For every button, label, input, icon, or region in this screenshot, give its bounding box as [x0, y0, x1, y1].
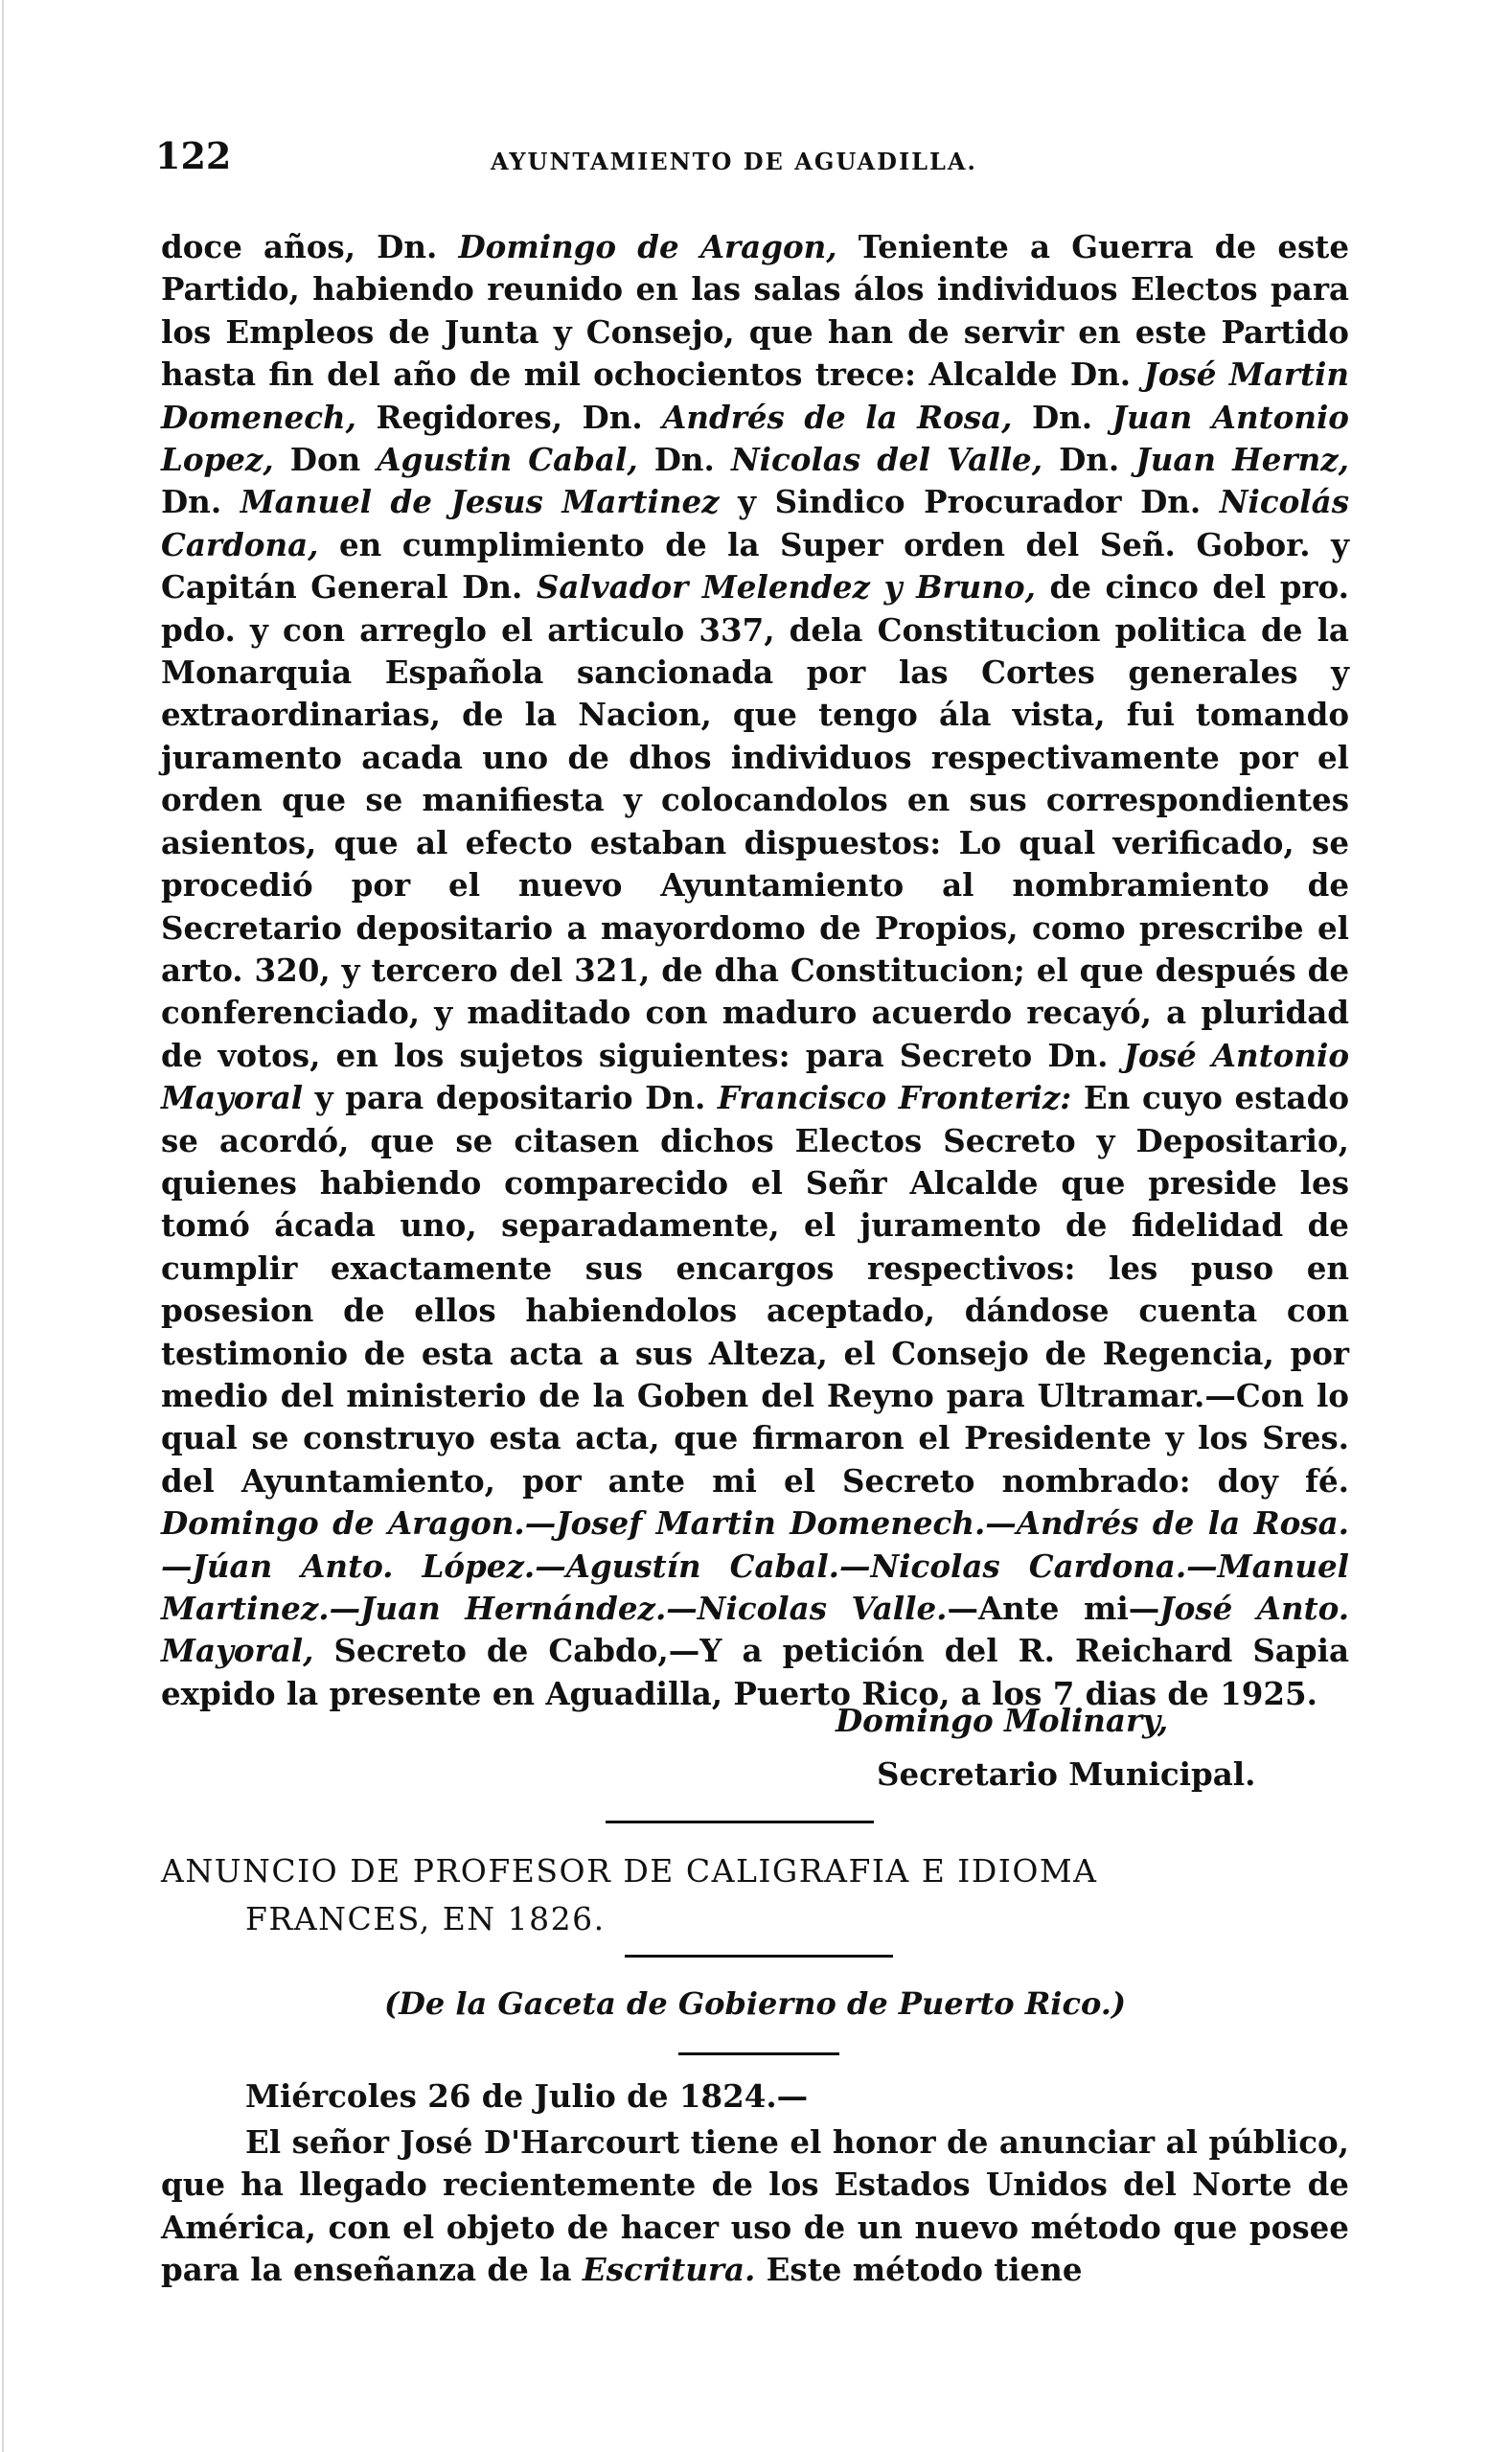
italic-text-run: Salvador Melendez y Bruno,	[536, 568, 1036, 607]
italic-text-run: Domingo de Aragon.—Josef Martin Domenech.—Andrés de la Rosa.—Júan Anto. López.—Agustín Cabal.—Nicolas Cardona.—Manuel Martinez.—Juan Hernández.—Nicolas Valle.	[161, 1504, 1349, 1627]
page-number: 122	[155, 134, 232, 177]
italic-text-run: Andrés de la Rosa,	[662, 398, 1013, 436]
italic-text-run: Juan Antonio Lopez,	[161, 398, 1349, 479]
text-run: Dn.	[161, 483, 241, 521]
text-run: doce años, Dn.	[161, 228, 459, 265]
divider-rule	[678, 2052, 839, 2055]
notice-source: (De la Gaceta de Gobierno de Puerto Rico.)	[383, 1985, 1126, 2022]
main-text	[161, 226, 1349, 1715]
divider-rule	[606, 1821, 874, 1823]
italic-text-run: Nicolas del Valle,	[730, 441, 1043, 479]
text-run: Dn.	[1012, 398, 1112, 436]
text-run: en cumplimiento de la Super orden del Señ. Gobor. y Capitán General Dn.	[161, 525, 1349, 607]
text-run: Regidores, Dn.	[355, 398, 663, 436]
running-head: AYUNTAMIENTO DE AGUADILLA.	[491, 148, 977, 175]
text-run: Dn.	[1042, 441, 1136, 479]
italic-text-run: José Martin Domenech,	[161, 355, 1349, 436]
italic-text-run: José Antonio Mayoral	[161, 1036, 1349, 1117]
italic-text-run: Nicolás Cardona,	[161, 483, 1349, 563]
notice-title-line-2: FRANCES, EN 1826.	[245, 1900, 606, 1937]
notice-title	[161, 1847, 1349, 1943]
text-run: Este método tiene	[755, 2251, 1083, 2289]
text-run: y para depositario Dn.	[303, 1079, 718, 1117]
italic-text-run: Escritura.	[582, 2251, 756, 2289]
text-run: y Sindico Procurador Dn.	[719, 483, 1220, 521]
divider-rule	[625, 1955, 893, 1958]
page-edge-line	[2, 0, 4, 2452]
italic-text-run: Manuel de Jesus Martinez	[240, 483, 720, 521]
text-run: Teniente a Guerra de este Partido, habiendo reunido en las salas álos individuos Electos para los Empleos de Junta y Consejo, que han de servir en este Partido hasta fin del año de mil ochocientos trece: Alcalde Dn.	[161, 228, 1349, 394]
italic-text-run: Francisco Fronteriz:	[717, 1079, 1072, 1117]
signature-role: Secretario Municipal.	[877, 1755, 1256, 1793]
signature-name: Domingo Molinary,	[836, 1702, 1169, 1739]
text-run: Don	[273, 441, 378, 479]
italic-text-run: Domingo de Aragon,	[458, 228, 837, 265]
italic-text-run: Juan Hernz,	[1135, 441, 1349, 479]
text-run: Secreto de Cabdo,—Y a petición del R. Reichard Sapia expido la presente en Aguadilla, Puerto Rico, a los 7 dias de 1925.	[161, 1632, 1349, 1712]
notice-paragraph	[161, 2121, 1349, 2292]
italic-text-run: Agustin Cabal,	[377, 441, 638, 479]
text-run: Dn.	[637, 441, 731, 479]
text-run: En cuyo estado se acordó, que se citasen dichos Electos Secreto y Depositario, quienes habiendo comparecido el Señr Alcalde que preside les tomó ácada uno, separadamente, el juramento de fidelidad de cumplir exactamente sus encargos respectivos: les puso en posesion de ellos habiendolos aceptado, dándose cuenta con testimonio de esta acta a sus Alteza, el Consejo de Regencia, por medio del ministerio de la Goben del Reyno para Ultramar.—Con lo qual se construyo esta acta, que firmaron el Presidente y los Sres. del Ayuntamiento, por ante mi el Secreto nombrado: doy fé.	[161, 1079, 1350, 1500]
text-run: de cinco del pro. pdo. y con arreglo el articulo 337, dela Constitucion politica de la Monarquia Española sancionada por las Cortes generales y extraordinarias, de la Nacion, que tengo ála vista, fui tomando juramento acada uno de dhos individuos respectivamente por el orden que se manifiesta y colocandolos en sus correspondientes asientos, que al efecto estaban dispuestos: Lo qual verificado, se procedió por el nuevo Ayuntamiento al nombramiento de Secretario depositario a mayordomo de Propios, como prescribe el arto. 320, y tercero del 321, de dha Constitucion; el que después de conferenciado, y maditado con maduro acuerdo recayó, a pluridad de votos, en los sujetos siguientes: para Secreto Dn.	[161, 568, 1349, 1074]
text-run: —Ante mi—	[947, 1590, 1160, 1627]
italic-text-run: José Anto. Mayoral,	[161, 1590, 1350, 1670]
notice-title-line-1: ANUNCIO DE PROFESOR DE CALIGRAFIA E IDIOMA	[161, 1852, 1098, 1890]
notice-date: Miércoles 26 de Julio de 1824.—	[245, 2077, 809, 2115]
body-paragraph	[161, 226, 1349, 1715]
text-run: El señor José D'Harcourt tiene el honor de anunciar al público, que ha llegado recientemente de los Estados Unidos del Norte de América, con el objeto de hacer uso de un nuevo método que posee para la enseñanza de la	[161, 2123, 1349, 2289]
page-header	[155, 134, 1353, 192]
